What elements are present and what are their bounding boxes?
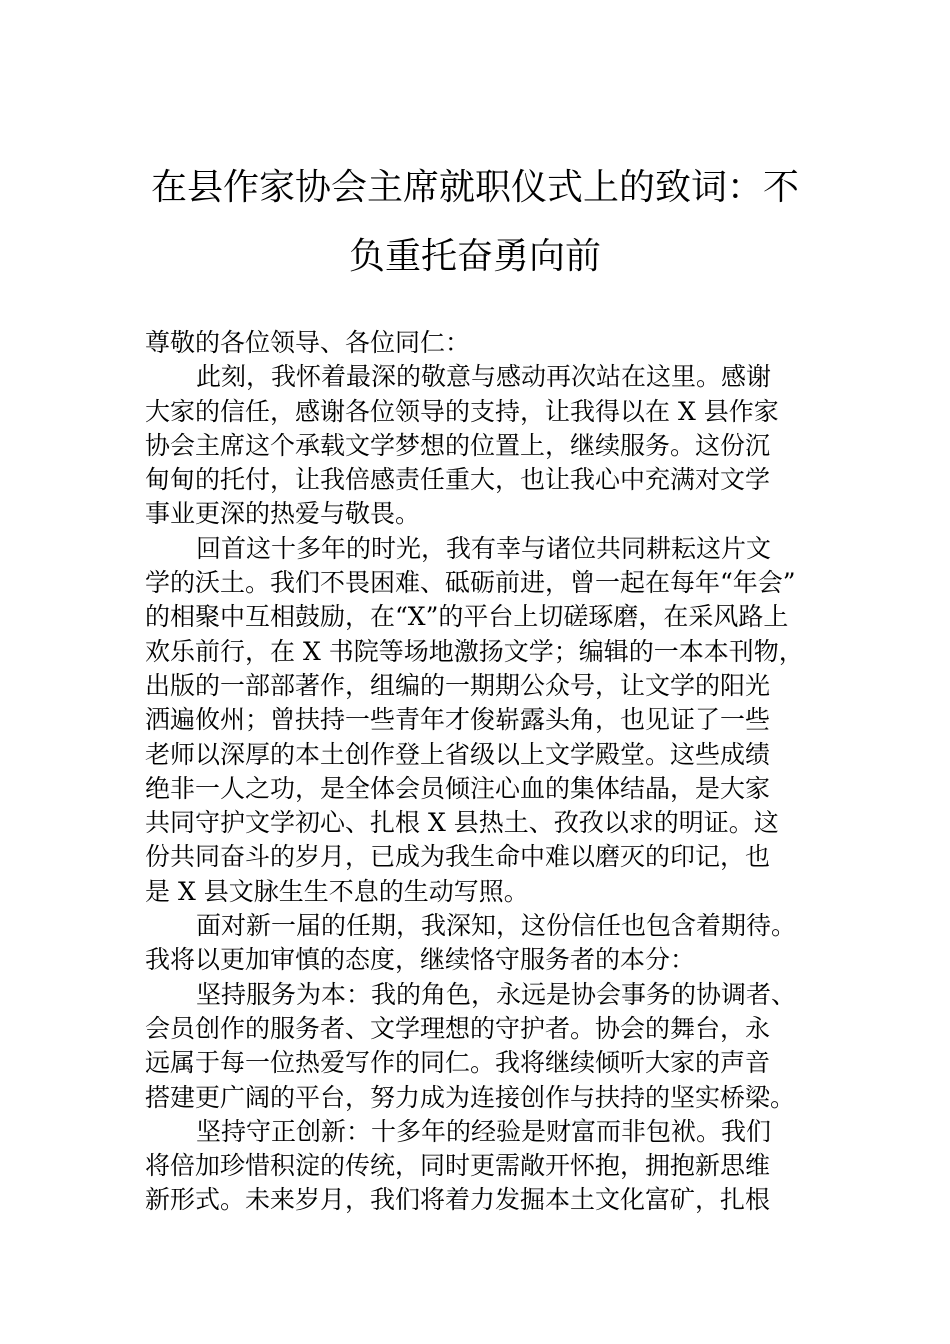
text-line: 将倍加珍惜积淀的传统，同时更需敞开怀抱，拥抱新思维	[145, 1151, 771, 1181]
text-line: 远属于每一位热爱写作的同仁。我将继续倾听大家的声音	[145, 1048, 771, 1078]
text-line: 甸甸的托付，让我倍感责任重大，也让我心中充满对文学	[145, 465, 771, 495]
text-line: 坚持守正创新：十多年的经验是财富而非包袱。我们	[196, 1116, 772, 1146]
text-line: 欢乐前行，在 X 书院等场地激扬文学；编辑的一本本刊物，	[145, 636, 804, 666]
text-line: 老师以深厚的本土创作登上省级以上文学殿堂。这些成绩	[145, 739, 771, 769]
text-line: 尊敬的各位领导、各位同仁：	[145, 328, 471, 357]
text-line: 大家的信任，感谢各位领导的支持，让我得以在 X 县作家	[145, 396, 779, 426]
document-title-line-1: 在县作家协会主席就职仪式上的致词：不	[150, 167, 799, 208]
text-line: 事业更深的热爱与敬畏。	[145, 499, 421, 529]
text-line: 学的沃土。我们不畏困难、砥砺前进，曾一起在每年“年会”	[145, 568, 796, 598]
document-title-line-2: 负重托奋勇向前	[348, 236, 601, 277]
text-line: 协会主席这个承载文学梦想的位置上，继续服务。这份沉	[145, 430, 771, 460]
text-line: 回首这十多年的时光，我有幸与诸位共同耕耘这片文	[196, 533, 772, 563]
text-line: 出版的一部部著作，组编的一期期公众号，让文学的阳光	[145, 670, 771, 700]
text-line: 会员创作的服务者、文学理想的守护者。协会的舞台，永	[145, 1013, 771, 1043]
text-line: 面对新一届的任期，我深知，这份信任也包含着期待。	[196, 911, 797, 941]
document-body	[145, 326, 810, 1218]
text-line: 绝非一人之功，是全体会员倾注心血的集体结晶，是大家	[145, 773, 771, 803]
text-line: 份共同奋斗的岁月，已成为我生命中难以磨灭的印记，也	[145, 842, 771, 872]
text-line: 坚持服务为本：我的角色，永远是协会事务的协调者、	[196, 979, 797, 1009]
text-line: 共同守护文学初心、扎根 X 县热土、孜孜以求的明证。这	[145, 808, 779, 838]
text-line: 洒遍攸州；曾扶持一些青年才俊崭露头角，也见证了一些	[145, 705, 771, 735]
text-line: 此刻，我怀着最深的敬意与感动再次站在这里。感谢	[196, 362, 772, 392]
text-line: 是 X 县文脉生生不息的生动写照。	[145, 876, 529, 906]
text-line: 搭建更广阔的平台，努力成为连接创作与扶持的坚实桥梁。	[145, 1082, 796, 1112]
text-line: 新形式。未来岁月，我们将着力发掘本土文化富矿，扎根	[145, 1185, 771, 1215]
text-line: 我将以更加审慎的态度，继续恪守服务者的本分：	[145, 945, 696, 975]
text-line: 的相聚中互相鼓励，在“X”的平台上切磋琢磨，在采风路上	[145, 602, 789, 632]
